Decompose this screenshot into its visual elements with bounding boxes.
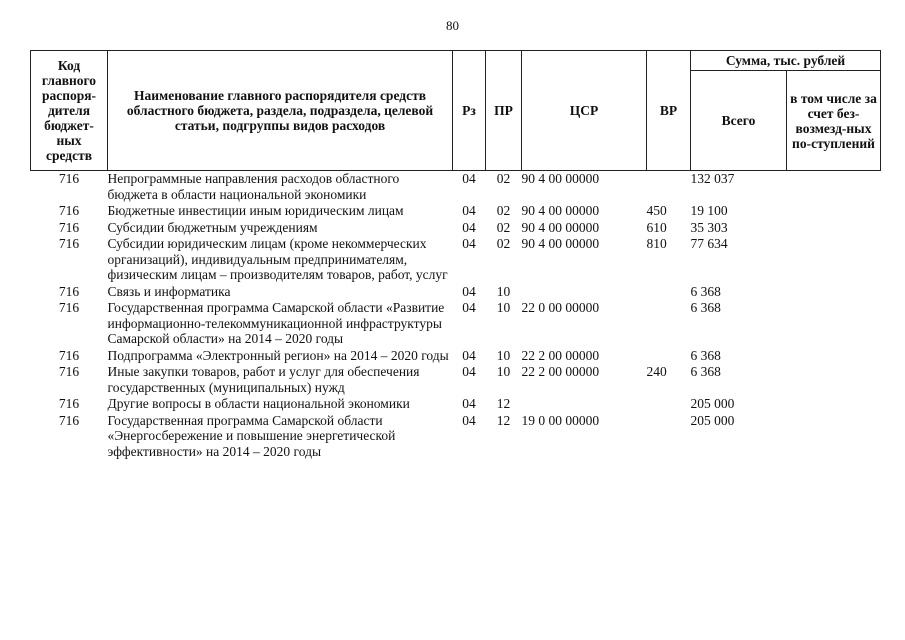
row-free (787, 413, 881, 461)
row-free (787, 300, 881, 348)
table-row (31, 236, 881, 284)
row-pr: 02 (496, 171, 511, 186)
row-code: 716 (58, 412, 80, 428)
table-row (31, 396, 881, 413)
row-csr: 90 4 00 00000 (521, 236, 600, 251)
row-rz: 04 (462, 396, 476, 411)
row-rz: 04 (462, 347, 476, 363)
row-code: 716 (58, 396, 80, 411)
row-name: Подпрограмма «Электронный регион» на 2014 – 2020 годы (107, 347, 449, 363)
row-csr (522, 396, 647, 413)
row-name: Связь и информатика (107, 283, 231, 299)
row-rz: 04 (462, 364, 476, 379)
row-name: Государственная программа Самарской области «Энергосбережение и повышение энергетической эффективности» на 2014 – 2020 годы (107, 412, 396, 459)
row-code: 716 (58, 171, 80, 186)
row-vr (647, 300, 691, 348)
row-rz: 04 (462, 283, 476, 299)
row-code: 716 (58, 219, 80, 235)
row-total: 6 368 (690, 347, 721, 363)
row-name: Другие вопросы в области национальной экономики (107, 396, 410, 411)
row-free (787, 364, 881, 396)
row-free (787, 220, 881, 237)
header-vr: ВР (647, 51, 691, 171)
row-pr: 02 (496, 203, 511, 218)
row-total: 132 037 (690, 171, 735, 186)
row-name: Бюджетные инвестиции иным юридическим лицам (107, 203, 404, 218)
row-free (787, 203, 881, 220)
table-row (31, 284, 881, 301)
row-rz: 04 (462, 412, 476, 428)
row-csr: 22 0 00 00000 (521, 300, 600, 315)
row-free (787, 396, 881, 413)
table-row (31, 203, 881, 220)
row-total: 6 368 (690, 364, 721, 379)
header-csr: ЦСР (522, 51, 647, 171)
row-csr: 90 4 00 00000 (521, 219, 600, 235)
table-row (31, 348, 881, 365)
row-code: 716 (58, 236, 80, 251)
row-rz: 04 (462, 236, 476, 251)
row-total: 6 368 (690, 300, 721, 315)
row-code: 716 (58, 300, 80, 315)
header-total: Всего (691, 71, 787, 171)
row-total: 205 000 (690, 412, 735, 428)
row-csr (522, 284, 647, 301)
table-row (31, 220, 881, 237)
row-pr: 02 (496, 236, 511, 251)
page-number: 80 (446, 18, 459, 33)
row-pr: 12 (496, 396, 511, 411)
table-body (31, 171, 881, 461)
header-pr: ПР (486, 51, 522, 171)
row-vr (647, 348, 691, 365)
row-rz: 04 (462, 219, 476, 235)
table-row (31, 171, 881, 204)
row-vr: 240 (646, 364, 667, 379)
row-name: Субсидии бюджетным учреждениям (107, 219, 318, 235)
row-code: 716 (58, 364, 80, 379)
row-pr: 10 (496, 283, 511, 299)
header-free: в том числе за счет без-возмезд-ных по-ступлений (787, 71, 881, 171)
row-vr (647, 413, 691, 461)
row-vr (647, 284, 691, 301)
row-pr: 10 (496, 300, 511, 315)
row-vr (647, 171, 691, 204)
row-rz: 04 (462, 300, 476, 315)
row-csr: 22 2 00 00000 (521, 364, 600, 379)
row-pr: 10 (496, 347, 511, 363)
row-vr: 450 (646, 203, 667, 218)
row-csr: 90 4 00 00000 (521, 171, 600, 186)
row-total: 19 100 (690, 203, 728, 218)
budget-table (30, 50, 881, 460)
row-name: Субсидии юридическим лицам (кроме некоммерческих организаций), индивидуальным предпринимателям, физическим лицам – производителям товаров, работ, услуг (107, 236, 448, 282)
header-name: Наименование главного распорядителя средств областного бюджета, раздела, подраздела, целевой статьи, подгруппы видов расходов (108, 51, 453, 171)
row-rz: 04 (462, 171, 476, 186)
row-pr: 10 (496, 364, 511, 379)
row-code: 716 (58, 347, 80, 363)
header-code: Код главного распоря-дителя бюджет-ных средств (31, 51, 108, 171)
row-rz: 04 (462, 203, 476, 218)
row-vr (647, 396, 691, 413)
row-code: 716 (58, 283, 80, 299)
table-row (31, 300, 881, 348)
row-total: 6 368 (690, 283, 721, 299)
table-row (31, 364, 881, 396)
row-vr: 610 (646, 219, 667, 235)
row-vr: 810 (646, 236, 667, 251)
row-total: 35 303 (690, 219, 728, 235)
row-csr: 90 4 00 00000 (521, 203, 600, 218)
row-free (787, 171, 881, 204)
row-csr: 19 0 00 00000 (521, 412, 600, 428)
row-code: 716 (58, 203, 80, 218)
row-name: Непрограммные направления расходов областного бюджета в области национальной экономики (107, 171, 400, 202)
row-csr: 22 2 00 00000 (521, 347, 600, 363)
row-pr: 02 (496, 219, 511, 235)
row-name: Иные закупки товаров, работ и услуг для обеспечения государственных (муниципальных) нужд (107, 364, 420, 395)
row-free (787, 284, 881, 301)
row-total: 205 000 (690, 396, 735, 411)
header-rz: Рз (453, 51, 486, 171)
header-sum: Сумма, тыс. рублей (691, 51, 881, 71)
row-name: Государственная программа Самарской области «Развитие информационно-телекоммуникационной инфраструктуры Самарской области» на 2014 – 2020 годы (107, 300, 445, 346)
row-free (787, 236, 881, 284)
row-pr: 12 (496, 412, 511, 428)
table-row (31, 413, 881, 461)
row-total: 77 634 (690, 236, 728, 251)
row-free (787, 348, 881, 365)
